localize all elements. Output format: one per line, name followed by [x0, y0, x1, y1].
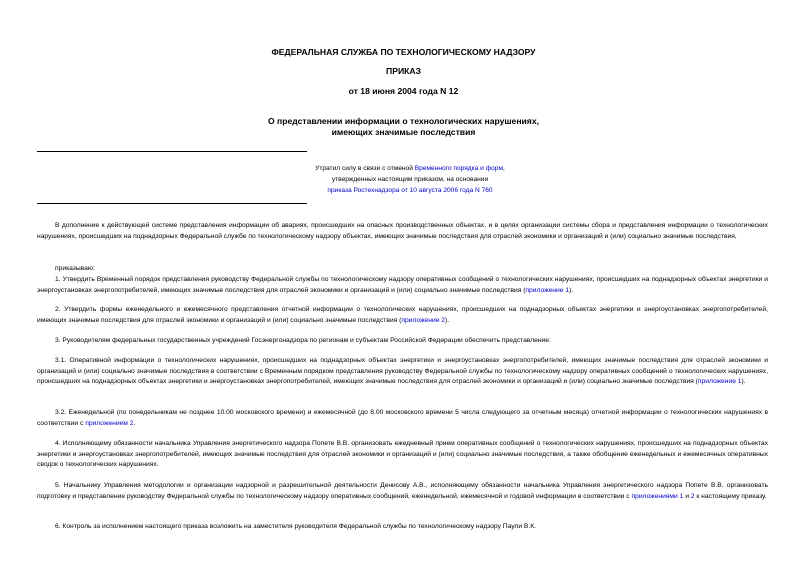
paragraph-3-1 [37, 356, 768, 388]
paragraph-4: 4. Исполняющему обязанности начальника Управления энергетического надзора Попете В.В. организовать ежедневный прием оперативных сообщений о технологических нарушениях, происшедших на поднадзорных объектах энергетики и энергоустановках энергопотребителей, имеющих значимые последствия для отраслей экономики и организаций и (или) социально значимые последствия, а также обобщение еженедельных и ежемесячных оперативных сводок о технологических нарушениях. [37, 440, 768, 469]
status-note-line1 [190, 163, 630, 174]
paragraph-3-1-text: 3.1. Оперативной информации о технологических нарушениях, происшедших на поднадзорных объектах энергетики и энергоустановках энергопотребителей, имеющих значимые последствия для отраслей экономики и организаций и (или) социально значимые последствия в соответствии с Временным порядком представления руководству Федеральной службы по технологическому надзору оперативных сообщений о технологических нарушениях, происшедших на поднадзорных объектах энергетики и энергоустановках энергопотребителей, имеющих значимые последствия для отраслей экономики и организаций и (или) социально значимые последствия ( [37, 357, 768, 386]
paragraph-2-end: ). [445, 316, 450, 324]
paragraph-2 [37, 305, 768, 326]
doc-type: ПРИКАЗ [386, 66, 421, 76]
intro-paragraph: В дополнение к действующей системе представления информации об авариях, происшедших на опасных производственных объектах, и в целях организации системы сбора и представления информации о технологических нарушениях, происшедших на поднадзорных Федеральной службе по технологическому надзору объектах, имеющих значимые последствия для отраслей экономики и организаций и (или) социально значимые последствия, [37, 222, 768, 240]
agency-name: ФЕДЕРАЛЬНАЯ СЛУЖБА ПО ТЕХНОЛОГИЧЕСКОМУ НАДЗОРУ [271, 47, 536, 57]
order-word: приказываю: [55, 265, 95, 272]
status-note-comma: , [503, 165, 505, 172]
paragraph-5 [37, 481, 768, 502]
paragraph-3-2 [37, 408, 768, 429]
paragraph-6: 6. Контроль за исполнением настоящего приказа возложить на заместителя руководителя Федеральной службы по технологическому надзору Паули В.К. [55, 523, 536, 530]
paragraph-1-end: ). [569, 286, 574, 294]
paragraph-5-mid: и [683, 492, 691, 500]
paragraph-2-text: 2. Утвердить формы еженедельного и ежемесячного представления отчетной информации о технологических нарушениях, происшедших на поднадзорных объектах энергетики и энергоустановках энергопотребителей, имеющих значимые последствия для отраслей экономики и организаций и (или) социально значимые последствия ( [37, 306, 768, 324]
paragraph-5-text: 5. Начальнику Управления методологии и организации надзорной и разрешительной деятельности Денисову А.В., исполняющему обязанности начальника Управления энергетического надзора Попете В.В. организовать подготовку и представление руководству Федеральной службы по технологическому надзору оперативных сообщений, еженедельной, ежемесячной и годовой информации в соответствии с [37, 482, 768, 500]
status-note-line2: утвержденных настоящим приказом, на основании [331, 176, 489, 183]
status-note-link-temporary-order[interactable]: Временного порядка и форм [414, 165, 503, 172]
status-note-prefix: Утратил силу в связи с отменой [315, 165, 415, 172]
paragraph-1 [37, 275, 768, 296]
paragraph-3-1-end: ). [741, 378, 746, 386]
doc-date-number: от 18 июня 2004 года N 12 [348, 86, 459, 96]
paragraph-5-end: к настоящему приказу. [694, 492, 767, 500]
link-appendix-2[interactable]: приложение 2 [401, 316, 445, 324]
status-note-line3 [190, 185, 630, 196]
link-appendix-1-b[interactable]: приложение 1 [697, 378, 742, 386]
divider-bottom [37, 203, 307, 204]
paragraph-3-2-text: 3.2. Еженедельной (по понедельникам не позднее 10.00 московского времени) и ежемесячной (до 8.00 московского времени 5 числа следующего за отчетным месяца) отчетной информации о технологических нарушениях в соответствии с [37, 409, 768, 427]
doc-title-line2: имеющих значимые последствия [331, 127, 476, 137]
link-appendix-2-c[interactable]: 2 [690, 492, 695, 500]
link-appendix-1[interactable]: приложение 1 [525, 286, 570, 294]
doc-title-line1: О представлении информации о технологических нарушениях, [267, 116, 539, 126]
link-appendix-2-b[interactable]: приложением 2 [85, 419, 134, 427]
paragraph-1-text: 1. Утвердить Временный порядок представления руководству Федеральной службы по технологическому надзору оперативных сообщений о технологических нарушениях, происшедших на поднадзорных объектах энергетики и энергоустановках энергопотребителей, имеющих значимые последствия для отраслей экономики и организаций и (или) социально значимые последствия ( [37, 276, 768, 294]
link-appendices-1[interactable]: приложениями 1 [631, 492, 684, 500]
divider-top [37, 151, 307, 152]
paragraph-3: 3. Руководителям федеральных государственных учреждений Госэнергонадзора по регионам и субъектам Российской Федерации обеспечить представление: [55, 337, 551, 344]
paragraph-3-2-end: . [133, 419, 136, 427]
status-note-link-rostekhnadzor-order[interactable]: приказа Ростехнадзора от 10 августа 2006 года N 760 [327, 187, 493, 194]
